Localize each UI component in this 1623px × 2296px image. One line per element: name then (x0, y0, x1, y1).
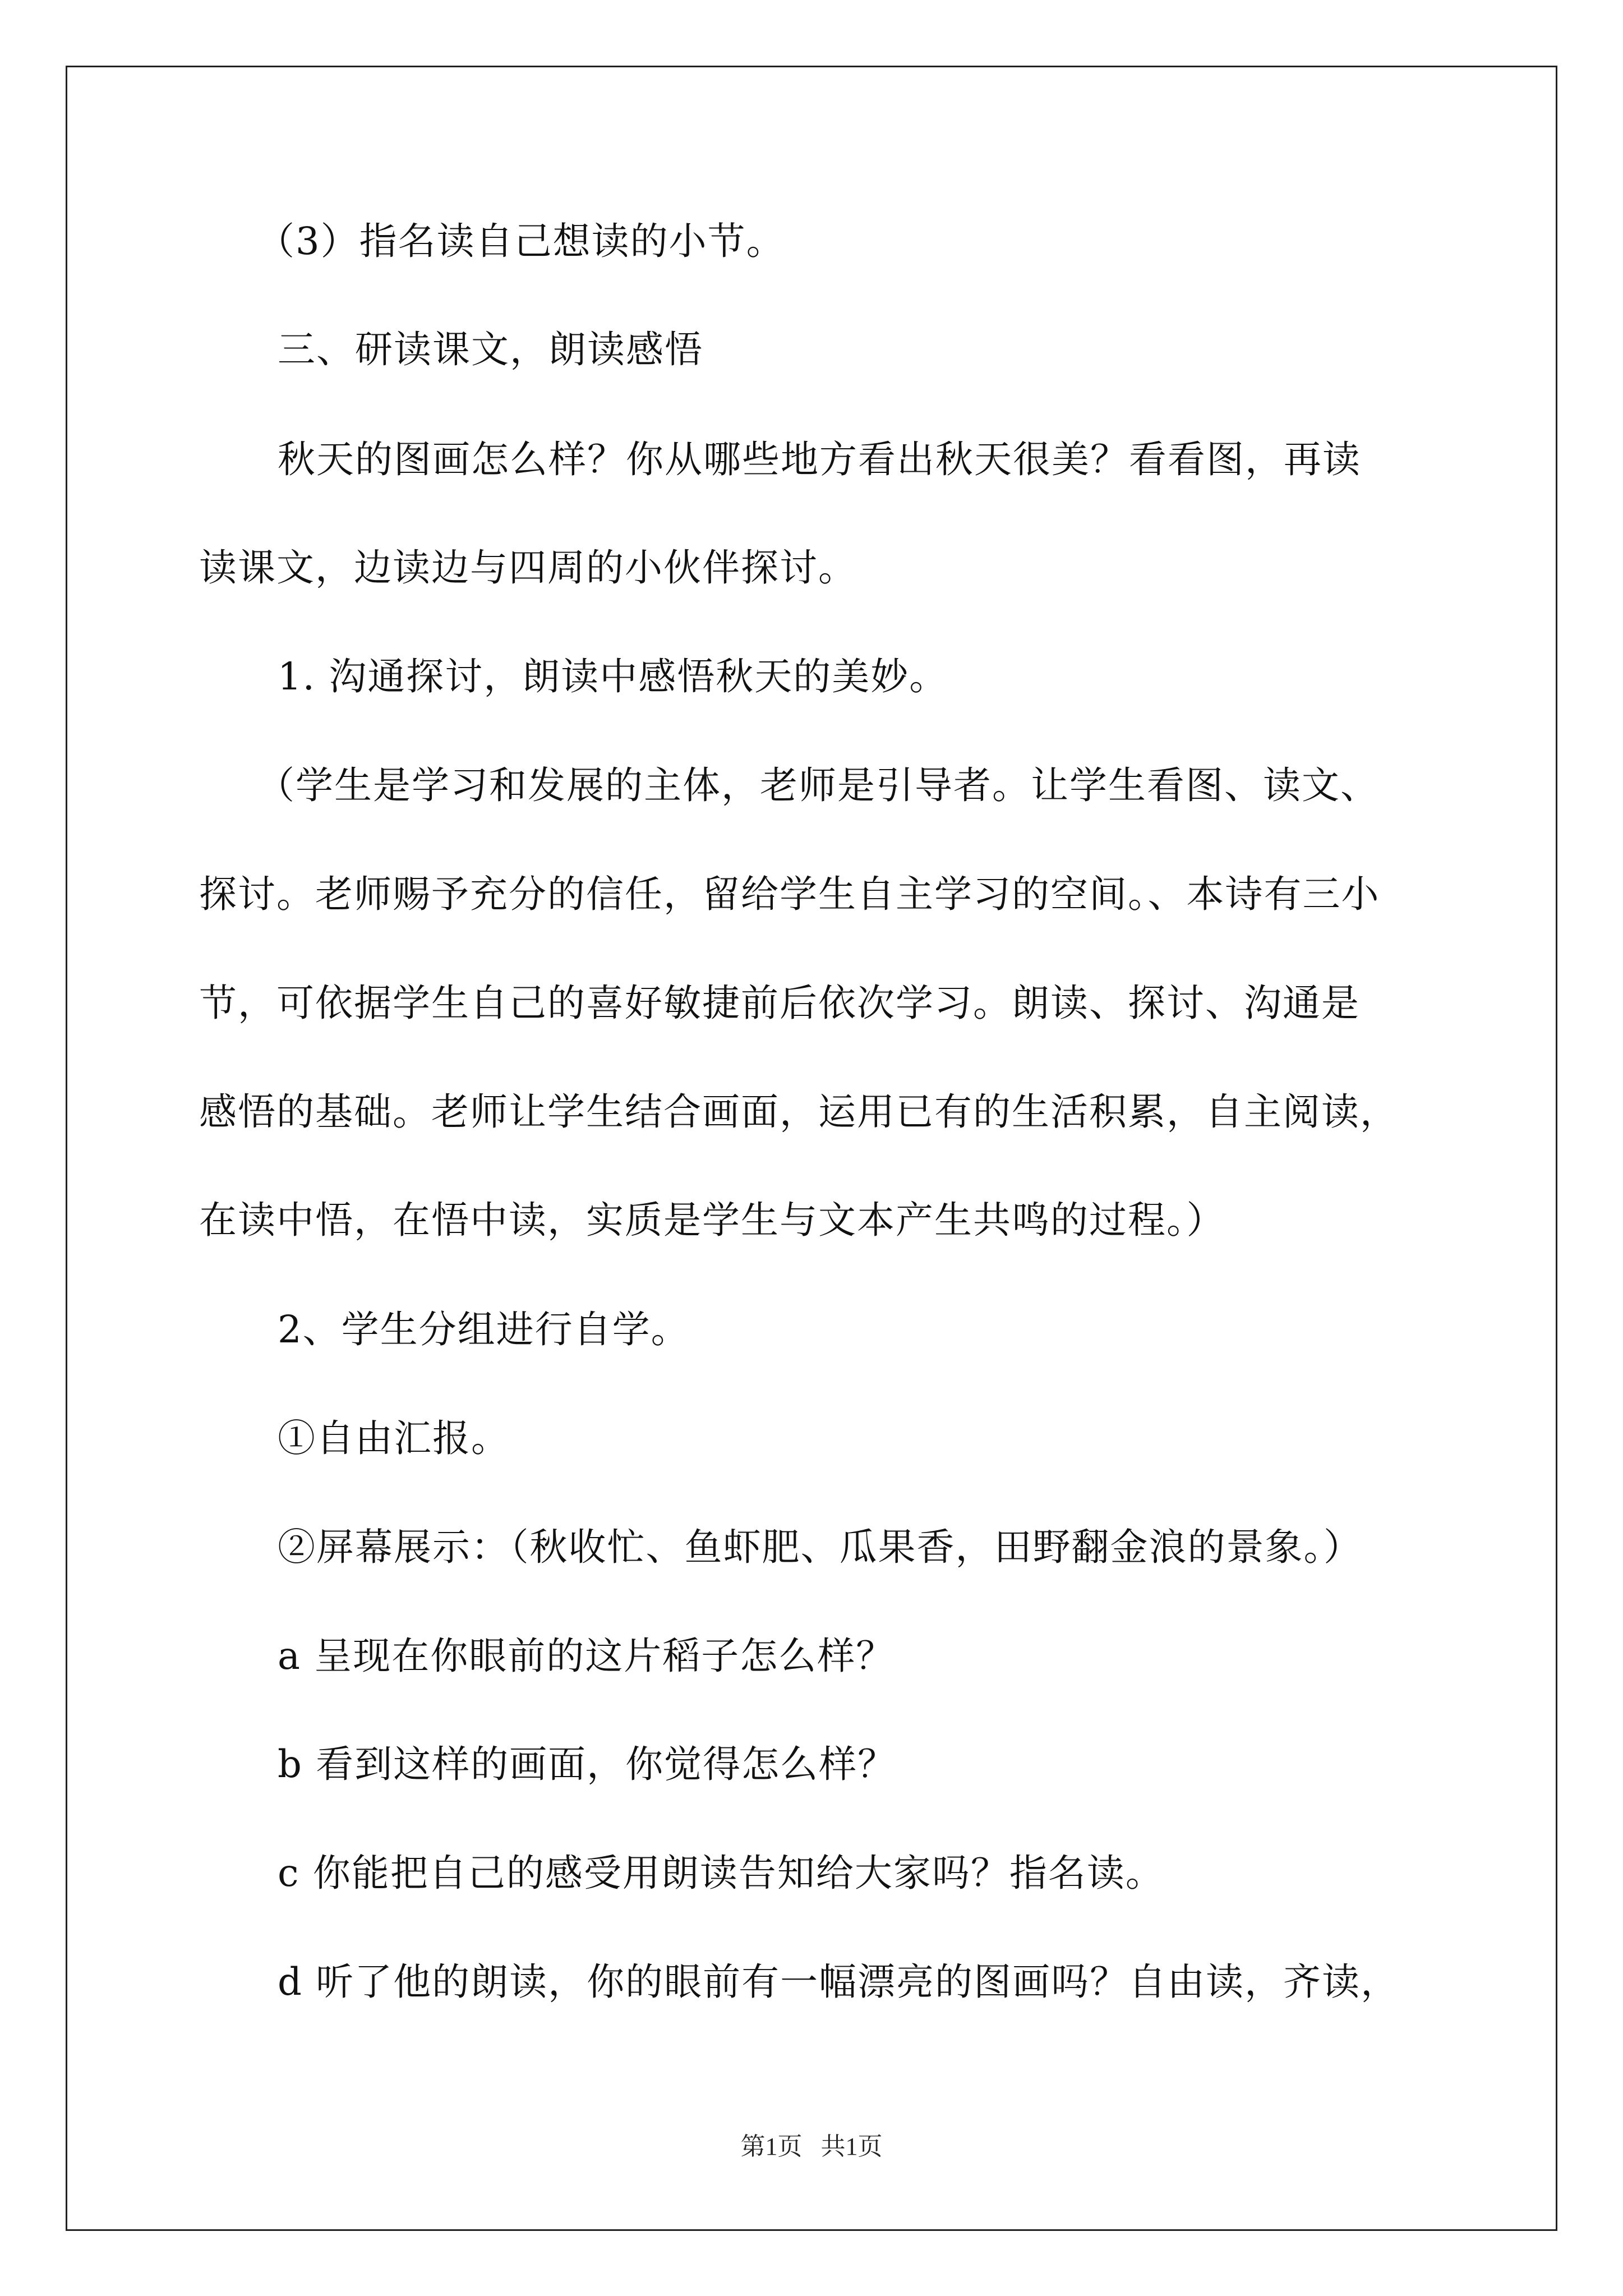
paragraph-line: d 听了他的朗读，你的眼前有一幅漂亮的图画吗？自由读，齐读， (278, 1960, 1400, 2004)
section-heading: 三、研读课文，朗读感悟 (278, 328, 703, 371)
paragraph-line: a 呈现在你眼前的这片稻子怎么样？ (278, 1634, 895, 1678)
paragraph-line: 1. 沟通探讨，朗读中感悟秋天的美妙。 (278, 655, 948, 698)
paragraph-line: 在读中悟，在悟中读，实质是学生与文本产生共鸣的过程。） (199, 1198, 1225, 1242)
paragraph-line: （学生是学习和发展的主体，老师是引导者。让学生看图、读文、 (257, 763, 1379, 807)
paragraph-line: ②屏幕展示：（秋收忙、鱼虾肥、瓜果香，田野翻金浪的景象。） (278, 1525, 1362, 1569)
paragraph-line: ①自由汇报。 (278, 1416, 510, 1460)
paragraph-line: 秋天的图画怎么样？你从哪些地方看出秋天很美？看看图，再读 (278, 438, 1361, 481)
paragraph-line: 节，可依据学生自己的喜好敏捷前后依次学习。朗读、探讨、沟通是 (199, 981, 1360, 1025)
paragraph-line: 读课文，边读边与四周的小伙伴探讨。 (199, 546, 857, 590)
paragraph-line: b 看到这样的画面，你觉得怎么样？ (278, 1742, 897, 1786)
page-footer: 第1页 共1页 (740, 2133, 883, 2160)
page-border (66, 66, 1557, 2231)
paragraph-line: 探讨。老师赐予充分的信任，留给学生自主学习的空间。、本诗有三小 (199, 872, 1380, 916)
paragraph-line: 2、学生分组进行自学。 (278, 1308, 690, 1351)
paragraph-line: c 你能把自己的感受用朗读告知给大家吗？指名读。 (278, 1851, 1164, 1895)
paragraph-line: （3）指名读自己想读的小节。 (257, 219, 785, 263)
paragraph-line: 感悟的基础。老师让学生结合画面，运用已有的生活积累，自主阅读， (199, 1090, 1399, 1134)
